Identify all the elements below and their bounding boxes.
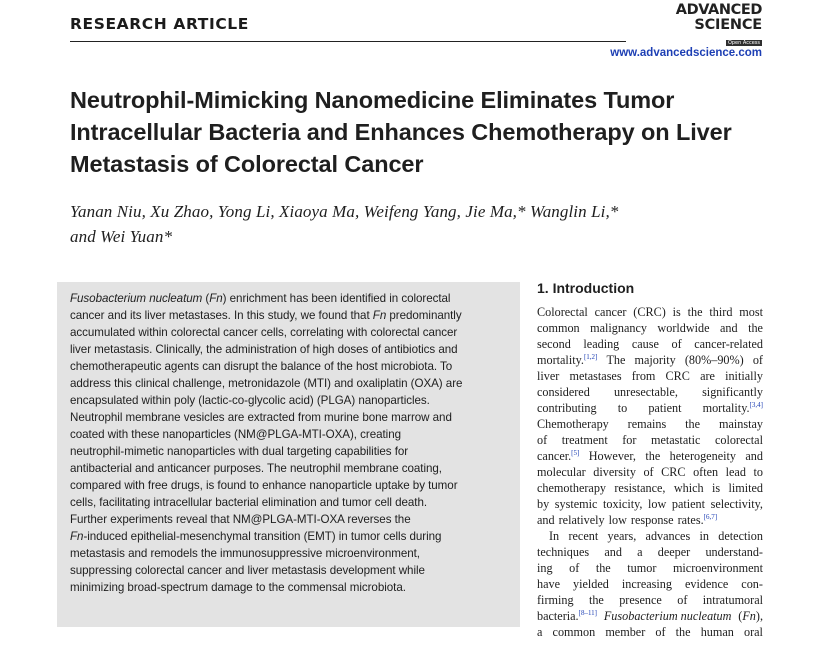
abstract-line: chemotherapeutic agents can disrupt the balance of the host microbiota. To: [70, 360, 453, 373]
word: in: [699, 529, 709, 543]
word: human: [700, 625, 734, 639]
word: (Fn),: [738, 609, 763, 623]
word: is: [711, 481, 721, 495]
word: is: [672, 305, 681, 319]
word: molecular: [537, 465, 586, 479]
word: most: [739, 305, 763, 319]
word: common: [552, 625, 596, 639]
citation-link[interactable]: [1,2]: [583, 353, 598, 361]
introduction-line: [537, 352, 763, 368]
word: chemotherapy: [537, 481, 607, 495]
word: lead: [725, 465, 746, 479]
word: The: [606, 353, 626, 367]
introduction-line: [537, 400, 763, 416]
word: Fusobacterium nucleatum: [603, 609, 732, 623]
journal-url-link[interactable]: www.advancedscience.com: [610, 47, 762, 59]
word: patient: [648, 401, 682, 415]
word: to: [617, 401, 628, 415]
abstract-line: compared with free drugs, is found to enhance nanoparticle uptake by tumor: [70, 479, 458, 492]
introduction-line: [537, 480, 763, 496]
introduction-line: [537, 496, 763, 512]
word: remains: [627, 417, 667, 431]
word: years,: [607, 529, 637, 543]
word: understand-: [705, 545, 763, 559]
word: limited: [728, 481, 763, 495]
word: are: [700, 369, 715, 383]
word: for: [622, 433, 637, 447]
introduction-line: [537, 464, 763, 480]
abstract-line: liver metastasis. Clinically, the administration of high doses of antibiotics and: [70, 343, 458, 356]
word: the: [687, 305, 703, 319]
word: metastases: [569, 369, 622, 383]
introduction-line: [537, 544, 763, 560]
word: systemic: [554, 497, 598, 511]
article-title: [70, 84, 770, 180]
introduction-line: [537, 336, 763, 352]
abstract-line: encapsulated within poly (lactic-co-glycolic acid) (PLGA) nanoparticles.: [70, 394, 430, 407]
introduction-line: [549, 528, 763, 544]
journal-logo[interactable]: [650, 3, 762, 48]
word: cancer-related: [694, 337, 763, 351]
word: leading: [583, 337, 620, 351]
abstract-line: accumulated within colorectal cancer cells, correlating with colorectal cancer: [70, 326, 458, 339]
word: con-: [741, 577, 763, 591]
open-access-badge: Open Access: [727, 40, 760, 46]
word: of: [569, 561, 580, 575]
word: presence: [619, 593, 662, 607]
word: mainstay: [718, 417, 763, 431]
word: tumor: [627, 561, 657, 575]
citation-link[interactable]: [8–11]: [578, 609, 598, 617]
abstract-line: neutrophil-mimetic nanoparticles with dual targeting capabilities for: [70, 445, 409, 458]
word: deeper: [657, 545, 691, 559]
journal-section-label: RESEARCH ARTICLE: [70, 15, 249, 33]
author-list: [70, 199, 710, 249]
word: the: [588, 593, 604, 607]
word: by: [537, 497, 550, 511]
introduction-line: [537, 560, 763, 576]
word: of: [643, 465, 654, 479]
author-line: and Wei Yuan*: [70, 227, 173, 246]
word: the: [595, 561, 611, 575]
word: patient: [671, 497, 706, 511]
introduction-line: [537, 320, 763, 336]
word: cause: [631, 337, 659, 351]
word: toxicity,: [602, 497, 643, 511]
word: oral: [743, 625, 763, 639]
word: second: [537, 337, 571, 351]
word: treatment: [561, 433, 608, 447]
word: techniques: [537, 545, 590, 559]
word: increasing: [621, 577, 672, 591]
abstract-line: Neutrophil membrane vesicles are extracted from murine bone marrow and: [70, 411, 452, 424]
word: and: [604, 545, 622, 559]
title-line: Intracellular Bacteria and Enhances Chemotherapy on Liver: [70, 119, 732, 145]
abstract-line: cancer and its liver metastases. In this study, we found that Fn predominantly: [70, 309, 462, 322]
word: unresectable,: [613, 385, 678, 399]
citation-link[interactable]: [5]: [571, 449, 580, 457]
word: of: [671, 337, 682, 351]
abstract-line: address this clinical challenge, metronidazole (MTI) and oxaliplatin (OXA) are: [70, 377, 463, 390]
introduction-heading: 1. Introduction: [537, 280, 635, 296]
introduction-line: [537, 624, 763, 640]
word: (80%–90%): [684, 353, 744, 367]
word: have: [537, 577, 561, 591]
word: low: [608, 513, 627, 527]
word: considered: [537, 385, 590, 399]
word: worldwide: [657, 321, 710, 335]
word: advances: [645, 529, 691, 543]
word: metastatic: [651, 433, 701, 447]
word: resistance,: [614, 481, 666, 495]
word: cancer: [594, 305, 627, 319]
introduction-line: [537, 608, 763, 624]
word: liver: [537, 369, 560, 383]
word: bacteria.[8–11]: [537, 609, 598, 623]
title-line: Metastasis of Colorectal Cancer: [70, 151, 424, 177]
introduction-line: [537, 512, 763, 528]
word: initially: [725, 369, 763, 383]
word: cancer.[5]: [537, 449, 580, 463]
word: and: [745, 449, 763, 463]
abstract-line: coated with these nanoparticles (NM@PLGA-MTI-OXA), creating: [70, 428, 401, 441]
word: a: [537, 625, 543, 639]
author-line: Yanan Niu, Xu Zhao, Yong Li, Xiaoya Ma, Weifeng Yang, Jie Ma,* Wanglin Li,*: [70, 202, 619, 221]
word: colorectal: [714, 433, 763, 447]
introduction-line: [537, 448, 763, 464]
introduction-line: [537, 368, 763, 384]
word: to: [753, 465, 763, 479]
word: contributing: [537, 401, 597, 415]
abstract-line: antibacterial and anticancer purposes. The neutrophil membrane coating,: [70, 462, 442, 475]
word: malignancy: [590, 321, 647, 335]
word: member: [605, 625, 646, 639]
word: mortality.[3,4]: [702, 401, 763, 415]
word: the: [748, 321, 763, 335]
word: selectivity,: [710, 497, 763, 511]
introduction-line: [537, 576, 763, 592]
word: which: [673, 481, 704, 495]
word: relatively: [558, 513, 605, 527]
word: of: [752, 353, 763, 367]
abstract-line: Fn-induced epithelial-mesenchymal transition (EMT) in tumor cells during: [70, 530, 442, 543]
citation-link[interactable]: [3,4]: [749, 401, 763, 409]
introduction-line: [537, 432, 763, 448]
introduction-line: [537, 304, 763, 320]
word: detection: [718, 529, 763, 543]
word: third: [709, 305, 733, 319]
abstract-line: minimizing broad-spectrum damage to the commensal microbiota.: [70, 581, 406, 594]
word: firming: [537, 593, 574, 607]
title-line: Neutrophil-Mimicking Nanomedicine Eliminates Tumor: [70, 87, 675, 113]
abstract-line: metastasis and remodels the immunosuppressive microenvironment,: [70, 547, 420, 560]
citation-link[interactable]: [6,7]: [703, 513, 718, 521]
word: rates.[6,7]: [677, 513, 718, 527]
introduction-line: [537, 384, 763, 400]
word: majority: [634, 353, 676, 367]
word: recent: [568, 529, 599, 543]
word: microenvironment: [672, 561, 763, 575]
word: the: [645, 449, 661, 463]
abstract-line: Fusobacterium nucleatum (Fn) enrichment has been identified in colorectal: [70, 292, 451, 305]
introduction-line: [537, 416, 763, 432]
word: the: [685, 417, 701, 431]
word: the: [675, 625, 691, 639]
word: a: [637, 545, 643, 559]
word: from: [631, 369, 656, 383]
word: response: [630, 513, 674, 527]
word: CRC: [665, 369, 690, 383]
logo-line-2: SCIENCE: [694, 17, 762, 33]
header-divider: [70, 41, 626, 42]
word: often: [693, 465, 719, 479]
logo-line-1: ADVANCED: [675, 2, 762, 18]
word: (CRC): [633, 305, 666, 319]
abstract-line: suppressing colorectal cancer and liver metastasis development while: [70, 564, 425, 577]
word: mortality.[1,2]: [537, 353, 598, 367]
word: heterogeneity: [669, 449, 736, 463]
word: Colorectal: [537, 305, 588, 319]
word: evidence: [684, 577, 729, 591]
word: of: [677, 593, 688, 607]
word: of: [537, 433, 548, 447]
word: common: [537, 321, 580, 335]
abstract-line: Further experiments reveal that NM@PLGA-MTI-OXA reverses the: [70, 513, 411, 526]
word: However,: [588, 449, 636, 463]
word: and: [537, 513, 555, 527]
word: significantly: [702, 385, 763, 399]
word: and: [720, 321, 738, 335]
word: of: [655, 625, 666, 639]
abstract-line: cells, facilitating intracellular bacterial elimination and tumor cell death.: [70, 496, 428, 509]
word: intratumoral: [702, 593, 763, 607]
word: ing: [537, 561, 553, 575]
word: low: [648, 497, 667, 511]
word: In: [549, 529, 560, 543]
word: yielded: [573, 577, 609, 591]
word: Chemotherapy: [537, 417, 609, 431]
word: diversity: [593, 465, 636, 479]
introduction-line: [537, 592, 763, 608]
word: CRC: [661, 465, 686, 479]
